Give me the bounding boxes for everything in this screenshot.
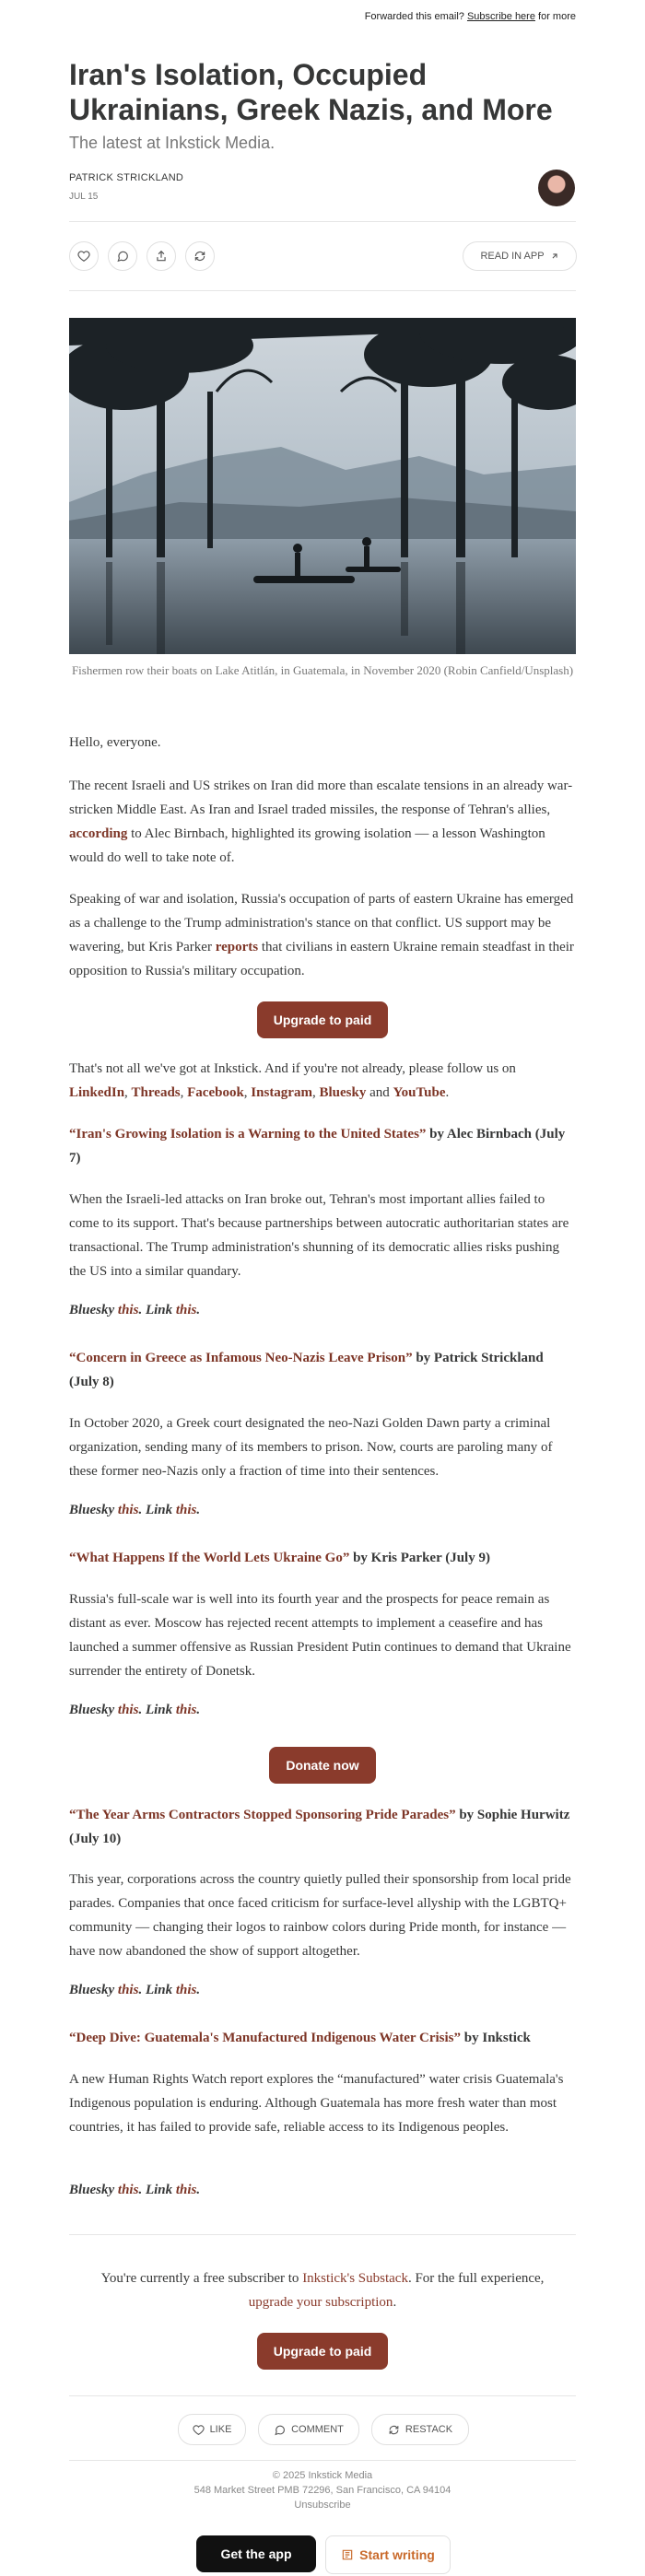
article-title-link[interactable]: “Iran's Growing Isolation is a Warning to the United States” bbox=[69, 1127, 427, 1142]
divider bbox=[69, 221, 576, 222]
article-summary bbox=[69, 2067, 576, 2139]
forwarded-suffix: for more bbox=[538, 11, 576, 22]
separator: , bbox=[180, 1085, 188, 1100]
restack-label: RESTACK bbox=[405, 2424, 453, 2435]
copyright: © 2025 Inkstick Media bbox=[272, 2470, 373, 2481]
share-bluesky-label: Bluesky bbox=[69, 1983, 118, 1997]
restack-button[interactable] bbox=[185, 241, 215, 271]
according-link[interactable]: according bbox=[69, 826, 128, 841]
follow-text: That's not all we've got at Inkstick. And if you're not already, please follow us on bbox=[69, 1061, 516, 1076]
article-heading bbox=[69, 1546, 576, 1570]
share-bluesky-label: Bluesky bbox=[69, 1303, 118, 1317]
p1-text-b: to Alec Birnbach, highlighted its growing isolation — a lesson Washington would do well to take note of. bbox=[69, 826, 545, 865]
share-bluesky-label: Bluesky bbox=[69, 1703, 118, 1717]
comment-button[interactable] bbox=[258, 2414, 359, 2445]
comment-label: COMMENT bbox=[291, 2424, 344, 2435]
like-label: LIKE bbox=[209, 2424, 232, 2435]
intro-paragraph-1 bbox=[69, 774, 576, 870]
share-bluesky-label: Bluesky bbox=[69, 1503, 118, 1517]
period: . bbox=[196, 1303, 201, 1317]
separator: and bbox=[366, 1085, 393, 1100]
restack-button[interactable] bbox=[371, 2414, 469, 2445]
article-title-link[interactable]: “Concern in Greece as Infamous Neo-Nazis Leave Prison” bbox=[69, 1351, 413, 1365]
p2-text-b: that civilians in eastern Ukraine remain steadfast in their opposition to Russia's military occupation. bbox=[69, 940, 574, 978]
period: . bbox=[196, 1983, 201, 1997]
bluesky-this-link[interactable]: this bbox=[117, 1303, 139, 1317]
comment-icon bbox=[116, 250, 129, 263]
link-this-link[interactable]: this bbox=[175, 1503, 197, 1517]
divider bbox=[69, 2460, 576, 2461]
forwarded-text: Forwarded this email? bbox=[364, 11, 464, 22]
start-writing-label: Start writing bbox=[359, 2547, 435, 2562]
share-line bbox=[69, 1503, 576, 1518]
post-date: JUL 15 bbox=[69, 192, 99, 202]
arrow-up-right-icon bbox=[550, 252, 559, 261]
read-in-app-label: READ IN APP bbox=[480, 251, 545, 262]
share-link-label: . Link bbox=[138, 2183, 176, 2197]
address: 548 Market Street PMB 72296, San Francisco, CA 94104 bbox=[194, 2485, 452, 2496]
note-text-a: You're currently a free subscriber to bbox=[100, 2271, 303, 2286]
threads-link[interactable]: Threads bbox=[131, 1085, 181, 1100]
bluesky-this-link[interactable]: this bbox=[117, 2183, 139, 2197]
pen-icon bbox=[341, 2548, 354, 2561]
period: . bbox=[196, 1503, 201, 1517]
follow-paragraph bbox=[69, 1057, 576, 1105]
share-link-label: . Link bbox=[138, 1983, 176, 1997]
subscribe-link[interactable]: Subscribe here bbox=[466, 11, 535, 22]
comment-icon bbox=[274, 2424, 286, 2436]
heart-icon bbox=[193, 2424, 205, 2436]
share-bluesky-label: Bluesky bbox=[69, 2183, 118, 2197]
divider bbox=[69, 290, 576, 291]
separator: , bbox=[311, 1085, 320, 1100]
start-writing-button[interactable] bbox=[325, 2535, 451, 2574]
article-title-link[interactable]: “Deep Dive: Guatemala's Manufactured Indigenous Water Crisis” bbox=[69, 2031, 462, 2045]
hero-image[interactable] bbox=[69, 318, 576, 654]
article-summary bbox=[69, 1411, 576, 1483]
separator: , bbox=[243, 1085, 252, 1100]
article-heading bbox=[69, 1122, 576, 1170]
unsubscribe-link[interactable] bbox=[0, 2499, 645, 2512]
lake-scene-image bbox=[69, 318, 576, 654]
greeting bbox=[69, 731, 576, 755]
note-text-b: . For the full experience, bbox=[407, 2271, 545, 2286]
post-title[interactable]: Iran's Isolation, Occupied Ukrainians, Greek Nazis, and More bbox=[69, 58, 553, 126]
upgrade-subscription-link[interactable]: upgrade your subscription bbox=[248, 2295, 393, 2310]
period: . bbox=[393, 2295, 397, 2310]
share-icon bbox=[155, 250, 168, 263]
period: . bbox=[196, 1703, 201, 1717]
restack-icon bbox=[388, 2424, 400, 2436]
article-heading bbox=[69, 1346, 576, 1394]
article-title-link[interactable]: “The Year Arms Contractors Stopped Sponsoring Pride Parades” bbox=[69, 1808, 456, 1822]
share-button[interactable] bbox=[147, 241, 176, 271]
share-line bbox=[69, 1303, 576, 1318]
reports-link[interactable]: reports bbox=[215, 940, 259, 954]
forwarded-notice bbox=[365, 11, 576, 22]
p2-text-a: Speaking of war and isolation, Russia's occupation of parts of eastern Ukraine has emerged as a challenge to the Trump administration's stance on that conflict. US support may be wavering, but Kris Parker bbox=[69, 892, 574, 954]
unsubscribe-text[interactable]: Unsubscribe bbox=[294, 2500, 351, 2511]
bluesky-link[interactable]: Bluesky bbox=[319, 1085, 367, 1100]
instagram-link[interactable]: Instagram bbox=[251, 1085, 312, 1100]
article-heading bbox=[69, 2026, 576, 2050]
bluesky-this-link[interactable]: this bbox=[117, 1703, 139, 1717]
facebook-link[interactable]: Facebook bbox=[187, 1085, 244, 1100]
divider bbox=[69, 2395, 576, 2396]
article-summary bbox=[69, 1868, 576, 1963]
article-summary bbox=[69, 1587, 576, 1683]
article-title-link[interactable]: “What Happens If the World Lets Ukraine Go” bbox=[69, 1551, 350, 1565]
donate-now-button[interactable]: Donate now bbox=[269, 1747, 376, 1784]
link-this-link[interactable]: this bbox=[175, 1703, 197, 1717]
article-byline: by Patrick Strickland (July 8) bbox=[69, 1351, 544, 1389]
substack-link[interactable]: Inkstick's Substack bbox=[302, 2271, 408, 2286]
like-button[interactable] bbox=[178, 2414, 246, 2445]
intro-paragraph-2 bbox=[69, 887, 576, 983]
linkedin-link[interactable]: LinkedIn bbox=[69, 1085, 125, 1100]
subscriber-note bbox=[92, 2266, 553, 2314]
upgrade-to-paid-button[interactable]: Upgrade to paid bbox=[257, 2333, 388, 2370]
read-in-app-button[interactable] bbox=[463, 241, 577, 271]
like-button[interactable] bbox=[69, 241, 99, 271]
article-summary-text: Russia's full-scale war is well into its fourth year and the prospects for peace remain as distant as ever. Moscow has rejected recent attempts to implement a ceasefire and has launched a summer offensive as Russian President Putin continues to demand that Ukraine surrender the entirety of Donetsk. bbox=[69, 1592, 571, 1679]
article-summary-text: A new Human Rights Watch report explores the “manufactured” water crisis Guatemala's Indigenous population is enduring. Although Guatemala has more fresh water than most countries, it has failed to provide safe, reliable access to its Indigenous peoples. bbox=[69, 2072, 564, 2135]
period: . bbox=[445, 1085, 450, 1100]
article-summary-text: This year, corporations across the country quietly pulled their sponsorship from local pride parades. Companies that once faced criticism for surface-level allyship with the LGBTQ+ community — changing their logos to rainbow colors during Pride month, for instance — have now abandoned the show of support altogether. bbox=[69, 1872, 571, 1959]
divider bbox=[69, 2234, 576, 2235]
post-subtitle: The latest at Inkstick Media. bbox=[69, 134, 276, 152]
share-link-label: . Link bbox=[138, 1303, 176, 1317]
article-byline: by Inkstick bbox=[461, 2031, 531, 2045]
article-summary bbox=[69, 1188, 576, 1283]
period: . bbox=[196, 2183, 201, 2197]
link-this-link[interactable]: this bbox=[175, 1303, 197, 1317]
article-byline: by Sophie Hurwitz (July 10) bbox=[69, 1808, 570, 1846]
share-line bbox=[69, 1983, 576, 1998]
get-the-app-button[interactable]: Get the app bbox=[196, 2535, 316, 2572]
upgrade-to-paid-button[interactable]: Upgrade to paid bbox=[257, 1001, 388, 1038]
link-this-link[interactable]: this bbox=[175, 2183, 197, 2197]
bluesky-this-link[interactable]: this bbox=[117, 1983, 139, 1997]
author-name[interactable]: PATRICK STRICKLAND bbox=[69, 172, 184, 183]
share-line bbox=[69, 2183, 576, 2198]
avatar[interactable] bbox=[538, 170, 575, 206]
bluesky-this-link[interactable]: this bbox=[117, 1503, 139, 1517]
article-byline: by Kris Parker (July 9) bbox=[349, 1551, 490, 1565]
share-link-label: . Link bbox=[138, 1503, 176, 1517]
separator: , bbox=[124, 1085, 132, 1100]
article-summary-text: When the Israeli-led attacks on Iran broke out, Tehran's most important allies failed to come to its support. That's because partnerships between autocratic authoritarian states are transactional. The Trump administration's shunning of its democratic allies risks pushing the US into a similar quandary. bbox=[69, 1192, 569, 1279]
restack-icon bbox=[194, 250, 206, 263]
greeting-text: Hello, everyone. bbox=[69, 735, 161, 750]
article-heading bbox=[69, 1803, 576, 1851]
article-byline: by Alec Birnbach (July 7) bbox=[69, 1127, 566, 1165]
share-link-label: . Link bbox=[138, 1703, 176, 1717]
link-this-link[interactable]: this bbox=[175, 1983, 197, 1997]
comment-button[interactable] bbox=[108, 241, 137, 271]
article-summary-text: In October 2020, a Greek court designated the neo-Nazi Golden Dawn party a criminal organization, sending many of its members to prison. Now, courts are paroling many of these former neo-Nazis only a fraction of time into their sentences. bbox=[69, 1416, 553, 1479]
youtube-link[interactable]: YouTube bbox=[393, 1085, 446, 1100]
share-line bbox=[69, 1703, 576, 1718]
heart-icon bbox=[77, 250, 90, 263]
image-caption: Fishermen row their boats on Lake Atitlán, in Guatemala, in November 2020 (Robin Canfield/Unsplash) bbox=[71, 663, 574, 677]
p1-text-a: The recent Israeli and US strikes on Iran did more than escalate tensions in an already war-stricken Middle East. As Iran and Israel traded missiles, the response of Tehran's allies, bbox=[69, 779, 573, 817]
